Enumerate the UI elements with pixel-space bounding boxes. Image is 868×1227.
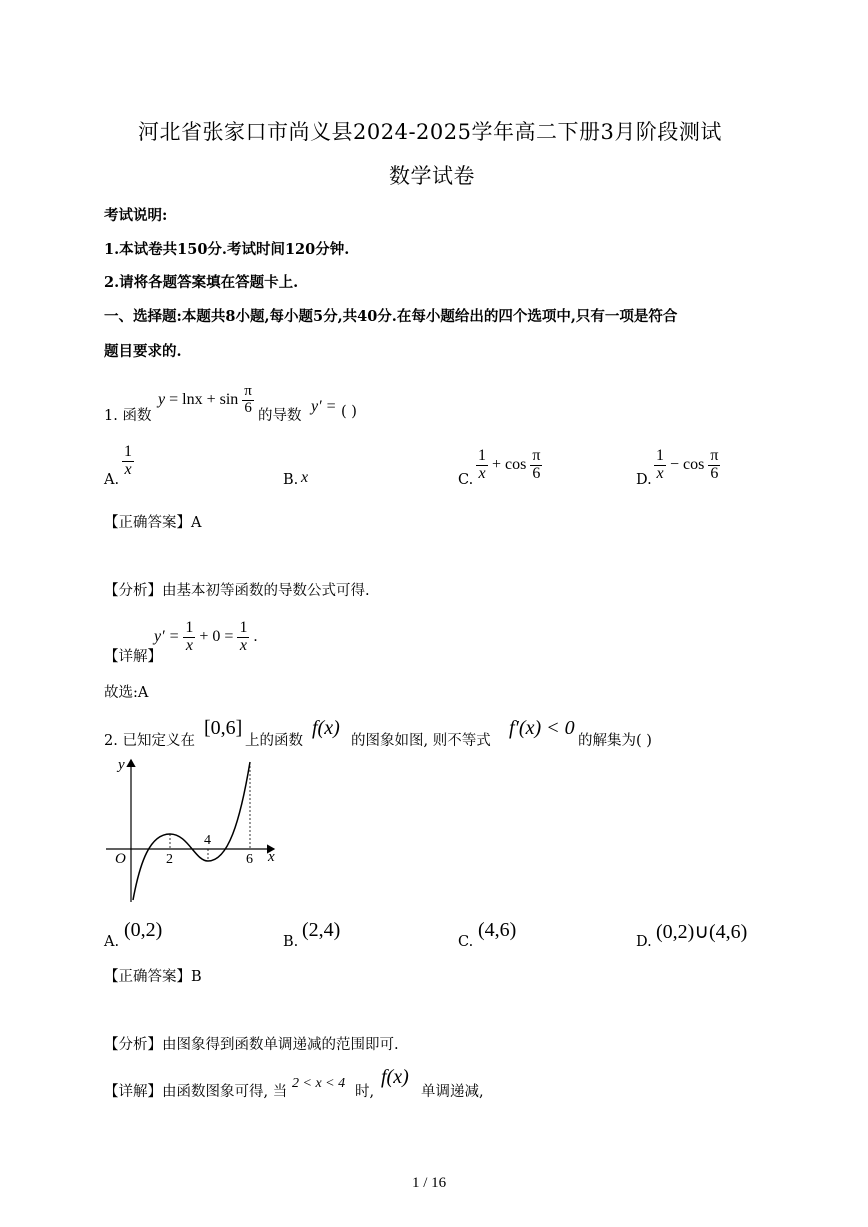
q1-option-d-label: D.: [636, 472, 652, 488]
q1-option-c-label: C.: [458, 472, 474, 488]
q1-option-c: $\frac{1}{x}$ + cos $\frac{\pi}{6}$: [478, 447, 541, 482]
q2-detail-fx: f(x): [381, 1066, 409, 1088]
q2-option-d-label: D.: [636, 934, 652, 950]
q2-correct-answer: 【正确答案】B: [104, 969, 202, 985]
q2-option-a: (0,2): [124, 919, 163, 941]
q2-fx: f(x): [312, 717, 340, 739]
q2-option-a-label: A.: [104, 934, 120, 950]
q2-option-c-label: C.: [458, 934, 474, 950]
q2-function-graph: [100, 752, 285, 908]
doc-subtitle: 数学试卷: [389, 164, 475, 188]
q2-detail-range: 2 < x < 4: [292, 1076, 346, 1091]
q1-function-formula: y = lnx + sin $\frac{\pi}{6}$: [158, 383, 252, 416]
section-heading: 一、选择题:本题共8小题,每小题5分,共40分.在每小题给出的四个选项中,只有一项是符合: [104, 308, 678, 325]
q1-option-d: $\frac{1}{x}$ − cos $\frac{\pi}{6}$: [656, 447, 719, 482]
doc-title: 河北省张家口市尚义县2024-2025学年高二下册3月阶段测试: [138, 120, 722, 144]
q1-option-b-label: B.: [283, 472, 299, 488]
exam-notes-heading: 考试说明:: [104, 207, 168, 224]
q2-inequality: f′(x) < 0: [509, 717, 575, 739]
q1-analysis: 【分析】由基本初等函数的导数公式可得.: [104, 583, 370, 599]
q1-correct-answer: 【正确答案】A: [104, 515, 202, 531]
q2-option-c: (4,6): [478, 919, 517, 941]
origin-label: O: [115, 851, 126, 867]
q2-stem-mid2: 的图象如图, 则不等式: [351, 733, 491, 749]
q1-option-b: x: [301, 469, 309, 486]
q2-detail-end: 单调递减,: [421, 1084, 484, 1100]
q1-derivative-symbol: y′ =: [311, 398, 337, 415]
tick-label-4: 4: [204, 833, 211, 848]
q1-option-a: $\frac{1}{x}$: [124, 443, 132, 478]
q1-answer-blank: ( ): [341, 404, 357, 420]
q2-stem-end: 的解集为( ): [578, 733, 652, 749]
q1-option-a-label: A.: [104, 472, 120, 488]
page-number: 1 / 16: [412, 1175, 447, 1191]
tick-label-6: 6: [246, 852, 253, 867]
exam-note-1: 1.本试卷共150分.考试时间120分钟.: [104, 241, 350, 258]
q2-stem-mid1: 上的函数: [245, 733, 303, 749]
q2-interval: [0,6]: [204, 717, 243, 739]
section-heading-cont: 题目要求的.: [104, 343, 182, 360]
q1-detail-formula: y′ = $\frac{1}{x}$ + 0 = $\frac{1}{x}$ .: [154, 619, 258, 654]
function-curve: [133, 762, 250, 900]
q2-option-b: (2,4): [302, 919, 341, 941]
q1-detail-label: 【详解】: [104, 649, 162, 665]
q2-detail-start: 【详解】由函数图象可得, 当: [104, 1084, 288, 1100]
tick-label-2: 2: [166, 852, 173, 867]
q2-analysis: 【分析】由图象得到函数单调递减的范围即可.: [104, 1037, 399, 1053]
y-axis-label: y: [118, 757, 125, 773]
q2-option-b-label: B.: [283, 934, 299, 950]
q1-stem-mid: 的导数: [258, 408, 302, 424]
x-axis-label: x: [268, 849, 275, 865]
q2-stem-start: 2. 已知定义在: [104, 733, 195, 749]
q2-option-d: (0,2)∪(4,6): [656, 921, 748, 943]
q2-detail-mid: 时,: [355, 1084, 375, 1100]
q1-choice: 故选:A: [104, 685, 149, 701]
q1-stem-start: 1. 函数: [104, 408, 152, 424]
exam-note-2: 2.请将各题答案填在答题卡上.: [104, 274, 299, 291]
